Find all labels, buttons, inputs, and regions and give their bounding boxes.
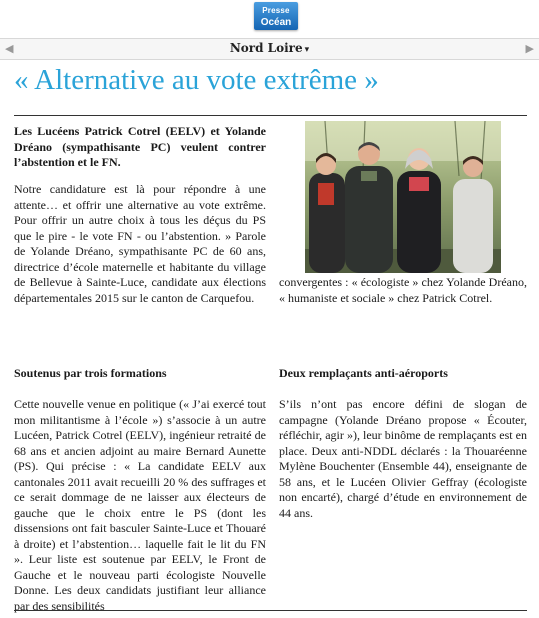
bottom-divider [14, 610, 527, 611]
article-paragraph-2: Cette nouvelle venue en politique (« J’ai exercé tout mon militantisme à l’école ») s’associe à un autre Lucéen, Patrick Cotrel (EELV), ingénieur retraité de 68 ans et ancien adjoint au maire Bernard Aunette (PS). Qui précise : « La candidate EELV aux cantonales 2011 avait recueilli 20 % des suffrages et ce serait dommage de ne laisser aux électeurs de gauche que le choix entre le PS (dont les dissensions ont fait basculer Sainte-Luce et Thouaré à droite) et l’abstention… laquelle fait le lit du FN ». Leur liste est soutenue par EELV, le Front de Gauche et le nouveau parti écologiste Nouvelle Donne. Les deux candidats justifiant leur alliance par des sensibilités [14, 397, 266, 613]
presse-ocean-logo[interactable] [254, 2, 298, 30]
article-title: « Alternative au vote extrême » [14, 64, 379, 96]
logo-line-1: Presse [262, 6, 290, 15]
subhead-trois-formations: Soutenus par trois formations [14, 366, 167, 380]
next-arrow-icon[interactable]: ▶ [525, 42, 534, 55]
article-photo[interactable] [305, 121, 501, 273]
top-bar [0, 0, 539, 38]
section-selector[interactable] [0, 41, 539, 55]
photo-caption-continuation: convergentes : « écologiste » chez Yolande Dréano, « humaniste et sociale » chez Patrick Cotrel. [279, 275, 527, 305]
article-paragraph-1: Notre candidature est là pour répondre à une attente… et offrir une alternative au vote extrême. Pour offrir un autre choix à tous les déçus du PS que le pire - le vote FN - ou l’abstention. » Parole de Yolande Dréano, sympathisante PC de 60 ans, directrice d’école maternelle et habitante du village de Bellevue à Sainte-Luce, candidate aux élections départementales 2015 sur le canton de Carquefou. [14, 182, 266, 305]
section-nav-bar [0, 38, 539, 60]
photo-illustration [305, 121, 501, 273]
top-divider [14, 115, 527, 116]
article-paragraph-3: S’ils n’ont pas encore défini de slogan de campagne (Yolande Dréano propose « Écouter, réfléchir, agir »), leur binôme de remplaçants est en place. Deux anti-NDDL déclarés : la Thouaréenne Mylène Bouchenter (Ensemble 44), enseignante de 58 ans, et le Lucéen Olivier Geffray (écologiste non encarté), chargé d’étude en environnement de 44 ans. [279, 397, 527, 520]
article-lead: Les Lucéens Patrick Cotrel (EELV) et Yolande Dréano (sympathisante PC) veulent contrer l’abstention et le FN. [14, 124, 266, 169]
logo-line-2: Océan [260, 17, 292, 28]
section-label: Nord Loire [229, 41, 303, 55]
subhead-anti-aeroports: Deux remplaçants anti-aéroports [279, 366, 448, 380]
caret-down-icon: ▾ [304, 45, 310, 55]
prev-arrow-icon[interactable]: ◀ [5, 42, 14, 55]
